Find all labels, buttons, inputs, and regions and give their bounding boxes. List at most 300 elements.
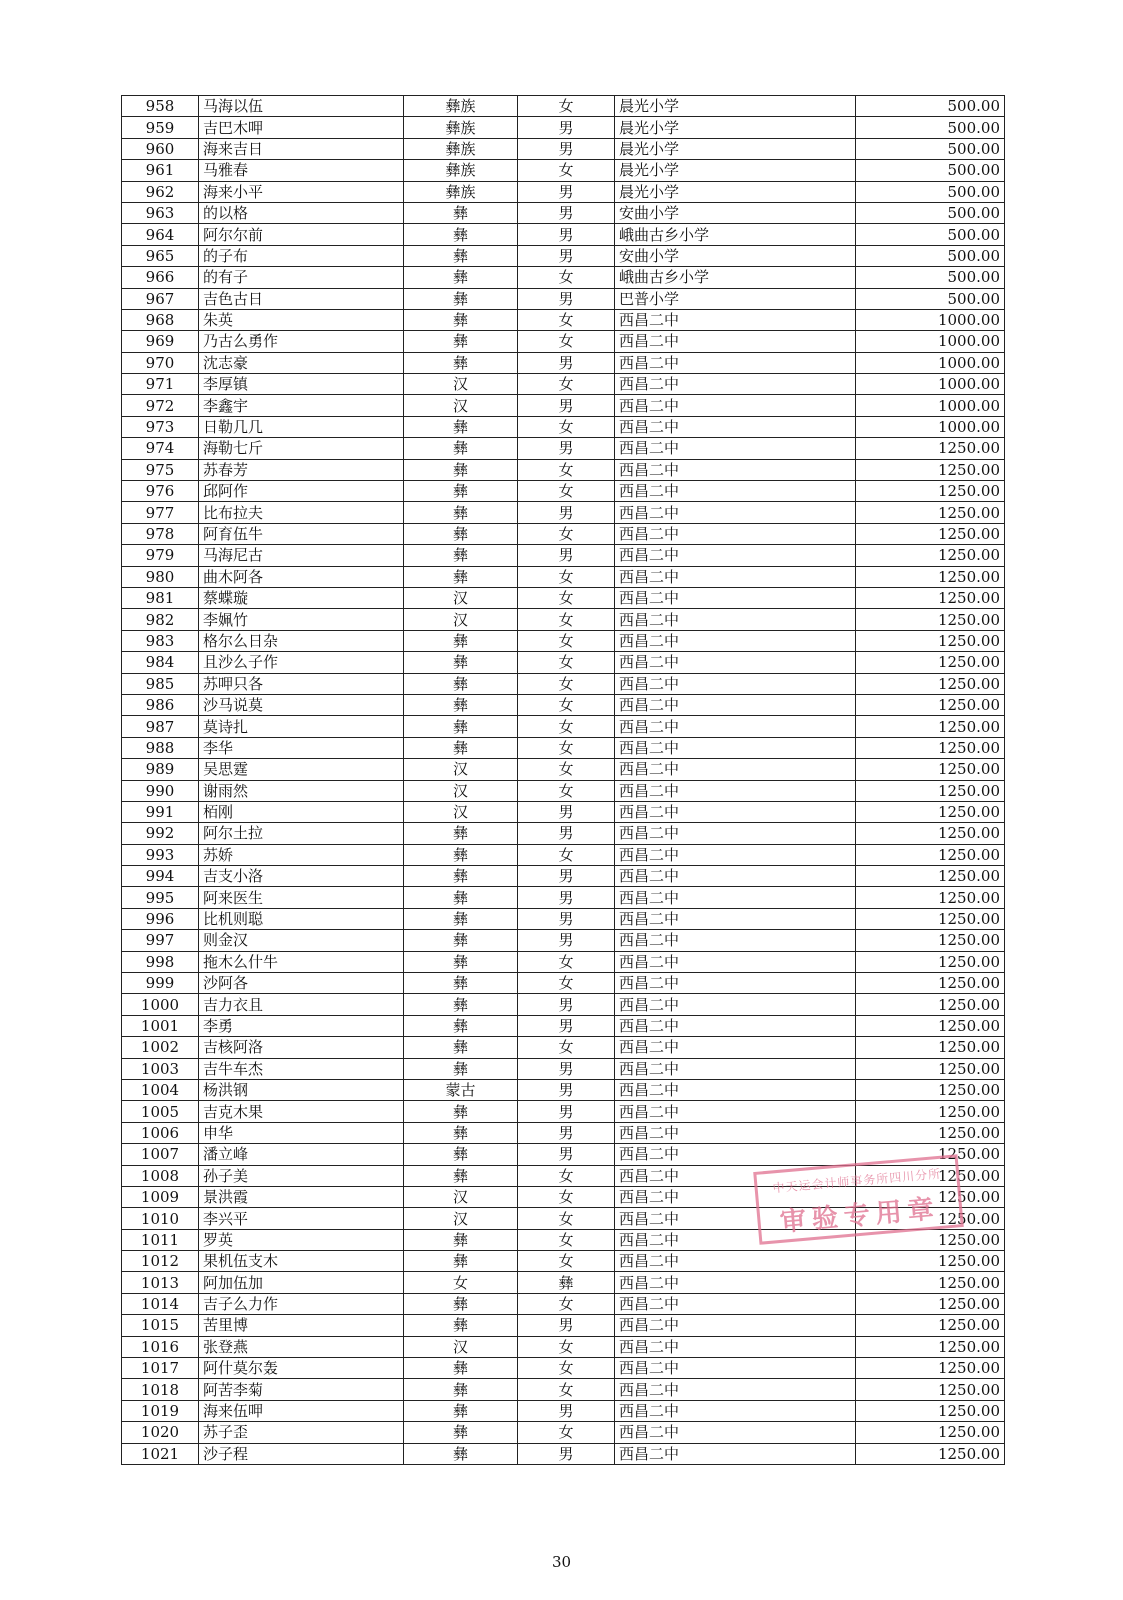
amount-cell: 1250.00 bbox=[856, 1165, 1005, 1186]
amount-cell: 1250.00 bbox=[856, 459, 1005, 480]
row-number-cell: 979 bbox=[122, 545, 199, 566]
row-number-cell: 991 bbox=[122, 801, 199, 822]
gender-cell: 女 bbox=[518, 609, 615, 630]
school-cell: 西昌二中 bbox=[615, 801, 856, 822]
student-name-cell: 栢刚 bbox=[199, 801, 404, 822]
school-cell: 西昌二中 bbox=[615, 1293, 856, 1314]
row-number-cell: 989 bbox=[122, 759, 199, 780]
gender-cell: 女 bbox=[518, 416, 615, 437]
amount-cell: 1250.00 bbox=[856, 694, 1005, 715]
row-number-cell: 1005 bbox=[122, 1101, 199, 1122]
gender-cell: 男 bbox=[518, 1079, 615, 1100]
ethnicity-cell: 彝族 bbox=[404, 96, 518, 117]
ethnicity-cell: 彝 bbox=[404, 1101, 518, 1122]
amount-cell: 1000.00 bbox=[856, 309, 1005, 330]
school-cell: 西昌二中 bbox=[615, 481, 856, 502]
row-number-cell: 964 bbox=[122, 224, 199, 245]
amount-cell: 1250.00 bbox=[856, 652, 1005, 673]
gender-cell: 男 bbox=[518, 502, 615, 523]
school-cell: 西昌二中 bbox=[615, 309, 856, 330]
ethnicity-cell: 彝 bbox=[404, 224, 518, 245]
row-number-cell: 971 bbox=[122, 374, 199, 395]
student-name-cell: 则金汉 bbox=[199, 930, 404, 951]
ethnicity-cell: 彝 bbox=[404, 994, 518, 1015]
student-name-cell: 阿尔土拉 bbox=[199, 823, 404, 844]
school-cell: 西昌二中 bbox=[615, 844, 856, 865]
row-number-cell: 982 bbox=[122, 609, 199, 630]
gender-cell: 女 bbox=[518, 566, 615, 587]
school-cell: 西昌二中 bbox=[615, 887, 856, 908]
school-cell: 西昌二中 bbox=[615, 1229, 856, 1250]
student-name-cell: 李鑫宇 bbox=[199, 395, 404, 416]
ethnicity-cell: 彝 bbox=[404, 737, 518, 758]
row-number-cell: 967 bbox=[122, 288, 199, 309]
student-name-cell: 比布拉夫 bbox=[199, 502, 404, 523]
gender-cell: 女 bbox=[518, 737, 615, 758]
student-name-cell: 谢雨然 bbox=[199, 780, 404, 801]
table-row bbox=[122, 759, 1005, 780]
ethnicity-cell: 彝 bbox=[404, 1422, 518, 1443]
row-number-cell: 1017 bbox=[122, 1358, 199, 1379]
ethnicity-cell: 彝族 bbox=[404, 138, 518, 159]
gender-cell: 女 bbox=[518, 630, 615, 651]
table-row bbox=[122, 823, 1005, 844]
table-row bbox=[122, 908, 1005, 929]
amount-cell: 1250.00 bbox=[856, 801, 1005, 822]
gender-cell: 女 bbox=[518, 160, 615, 181]
amount-cell: 1250.00 bbox=[856, 609, 1005, 630]
table-row bbox=[122, 309, 1005, 330]
gender-cell: 男 bbox=[518, 352, 615, 373]
row-number-cell: 965 bbox=[122, 245, 199, 266]
gender-cell: 女 bbox=[518, 716, 615, 737]
gender-cell: 男 bbox=[518, 908, 615, 929]
table-row bbox=[122, 1251, 1005, 1272]
student-name-cell: 苏子歪 bbox=[199, 1422, 404, 1443]
student-name-cell: 阿苦李菊 bbox=[199, 1379, 404, 1400]
school-cell: 西昌二中 bbox=[615, 523, 856, 544]
amount-cell: 1250.00 bbox=[856, 1358, 1005, 1379]
row-number-cell: 1004 bbox=[122, 1079, 199, 1100]
table-row bbox=[122, 288, 1005, 309]
table-row bbox=[122, 951, 1005, 972]
row-number-cell: 1000 bbox=[122, 994, 199, 1015]
school-cell: 西昌二中 bbox=[615, 630, 856, 651]
row-number-cell: 1006 bbox=[122, 1122, 199, 1143]
ethnicity-cell: 彝 bbox=[404, 694, 518, 715]
ethnicity-cell: 彝族 bbox=[404, 181, 518, 202]
school-cell: 西昌二中 bbox=[615, 566, 856, 587]
table-row bbox=[122, 1422, 1005, 1443]
ethnicity-cell: 彝 bbox=[404, 245, 518, 266]
school-cell: 西昌二中 bbox=[615, 1122, 856, 1143]
table-row bbox=[122, 673, 1005, 694]
row-number-cell: 963 bbox=[122, 202, 199, 223]
student-name-cell: 沈志豪 bbox=[199, 352, 404, 373]
amount-cell: 500.00 bbox=[856, 267, 1005, 288]
gender-cell: 女 bbox=[518, 1293, 615, 1314]
table-row bbox=[122, 459, 1005, 480]
school-cell: 西昌二中 bbox=[615, 609, 856, 630]
table-row bbox=[122, 694, 1005, 715]
amount-cell: 500.00 bbox=[856, 160, 1005, 181]
table-row bbox=[122, 1358, 1005, 1379]
school-cell: 晨光小学 bbox=[615, 160, 856, 181]
table-row bbox=[122, 481, 1005, 502]
row-number-cell: 985 bbox=[122, 673, 199, 694]
amount-cell: 1250.00 bbox=[856, 716, 1005, 737]
school-cell: 晨光小学 bbox=[615, 138, 856, 159]
ethnicity-cell: 彝 bbox=[404, 973, 518, 994]
row-number-cell: 974 bbox=[122, 438, 199, 459]
school-cell: 西昌二中 bbox=[615, 1315, 856, 1336]
student-name-cell: 苏春芳 bbox=[199, 459, 404, 480]
row-number-cell: 1009 bbox=[122, 1186, 199, 1207]
school-cell: 西昌二中 bbox=[615, 1422, 856, 1443]
gender-cell: 女 bbox=[518, 1379, 615, 1400]
student-name-cell: 阿什莫尔轰 bbox=[199, 1358, 404, 1379]
ethnicity-cell: 彝 bbox=[404, 908, 518, 929]
gender-cell: 男 bbox=[518, 438, 615, 459]
row-number-cell: 1015 bbox=[122, 1315, 199, 1336]
row-number-cell: 1007 bbox=[122, 1144, 199, 1165]
student-name-cell: 的子布 bbox=[199, 245, 404, 266]
amount-cell: 1250.00 bbox=[856, 1422, 1005, 1443]
amount-cell: 1000.00 bbox=[856, 352, 1005, 373]
student-name-cell: 吉力衣且 bbox=[199, 994, 404, 1015]
gender-cell: 男 bbox=[518, 866, 615, 887]
student-name-cell: 李姵竹 bbox=[199, 609, 404, 630]
gender-cell: 女 bbox=[518, 459, 615, 480]
school-cell: 西昌二中 bbox=[615, 1101, 856, 1122]
student-name-cell: 吉牛车杰 bbox=[199, 1058, 404, 1079]
amount-cell: 1250.00 bbox=[856, 930, 1005, 951]
ethnicity-cell: 彝 bbox=[404, 1015, 518, 1036]
amount-cell: 1250.00 bbox=[856, 502, 1005, 523]
gender-cell: 男 bbox=[518, 1315, 615, 1336]
school-cell: 安曲小学 bbox=[615, 245, 856, 266]
student-name-cell: 马雅春 bbox=[199, 160, 404, 181]
gender-cell: 女 bbox=[518, 267, 615, 288]
ethnicity-cell: 彝 bbox=[404, 1165, 518, 1186]
row-number-cell: 1021 bbox=[122, 1443, 199, 1464]
student-name-cell: 朱英 bbox=[199, 309, 404, 330]
row-number-cell: 960 bbox=[122, 138, 199, 159]
student-name-cell: 海来伍呷 bbox=[199, 1400, 404, 1421]
row-number-cell: 988 bbox=[122, 737, 199, 758]
ethnicity-cell: 彝 bbox=[404, 1037, 518, 1058]
table-row bbox=[122, 566, 1005, 587]
student-name-cell: 比机则聪 bbox=[199, 908, 404, 929]
ethnicity-cell: 彝 bbox=[404, 844, 518, 865]
school-cell: 西昌二中 bbox=[615, 673, 856, 694]
table-row bbox=[122, 1079, 1005, 1100]
school-cell: 西昌二中 bbox=[615, 823, 856, 844]
ethnicity-cell: 彝 bbox=[404, 545, 518, 566]
ethnicity-cell: 彝 bbox=[404, 352, 518, 373]
row-number-cell: 1020 bbox=[122, 1422, 199, 1443]
amount-cell: 500.00 bbox=[856, 245, 1005, 266]
table-row bbox=[122, 652, 1005, 673]
student-name-cell: 苏娇 bbox=[199, 844, 404, 865]
student-name-cell: 海来小平 bbox=[199, 181, 404, 202]
student-name-cell: 张登燕 bbox=[199, 1336, 404, 1357]
row-number-cell: 999 bbox=[122, 973, 199, 994]
school-cell: 西昌二中 bbox=[615, 1037, 856, 1058]
gender-cell: 女 bbox=[518, 96, 615, 117]
table-row bbox=[122, 1293, 1005, 1314]
ethnicity-cell: 汉 bbox=[404, 1336, 518, 1357]
table-row bbox=[122, 117, 1005, 138]
gender-cell: 女 bbox=[518, 309, 615, 330]
ethnicity-cell: 彝 bbox=[404, 288, 518, 309]
gender-cell: 彝 bbox=[518, 1272, 615, 1293]
school-cell: 西昌二中 bbox=[615, 994, 856, 1015]
school-cell: 晨光小学 bbox=[615, 181, 856, 202]
amount-cell: 1250.00 bbox=[856, 523, 1005, 544]
amount-cell: 1250.00 bbox=[856, 1229, 1005, 1250]
gender-cell: 男 bbox=[518, 395, 615, 416]
student-name-cell: 苦里博 bbox=[199, 1315, 404, 1336]
amount-cell: 1250.00 bbox=[856, 780, 1005, 801]
table-row bbox=[122, 1122, 1005, 1143]
student-name-cell: 吉支小洛 bbox=[199, 866, 404, 887]
table-row bbox=[122, 1400, 1005, 1421]
gender-cell: 女 bbox=[518, 951, 615, 972]
ethnicity-cell: 彝 bbox=[404, 866, 518, 887]
gender-cell: 女 bbox=[518, 780, 615, 801]
table-row bbox=[122, 1037, 1005, 1058]
school-cell: 西昌二中 bbox=[615, 737, 856, 758]
row-number-cell: 983 bbox=[122, 630, 199, 651]
amount-cell: 500.00 bbox=[856, 138, 1005, 159]
gender-cell: 男 bbox=[518, 994, 615, 1015]
ethnicity-cell: 彝 bbox=[404, 1058, 518, 1079]
table-row bbox=[122, 716, 1005, 737]
amount-cell: 1250.00 bbox=[856, 1101, 1005, 1122]
ethnicity-cell: 彝 bbox=[404, 481, 518, 502]
school-cell: 西昌二中 bbox=[615, 694, 856, 715]
table-row bbox=[122, 1058, 1005, 1079]
ethnicity-cell: 汉 bbox=[404, 759, 518, 780]
ethnicity-cell: 彝 bbox=[404, 1144, 518, 1165]
gender-cell: 女 bbox=[518, 1251, 615, 1272]
student-name-cell: 日勒几几 bbox=[199, 416, 404, 437]
table-body bbox=[122, 96, 1005, 1465]
student-name-cell: 的有子 bbox=[199, 267, 404, 288]
school-cell: 晨光小学 bbox=[615, 96, 856, 117]
gender-cell: 女 bbox=[518, 374, 615, 395]
student-name-cell: 罗英 bbox=[199, 1229, 404, 1250]
student-name-cell: 吉克木果 bbox=[199, 1101, 404, 1122]
row-number-cell: 996 bbox=[122, 908, 199, 929]
row-number-cell: 962 bbox=[122, 181, 199, 202]
amount-cell: 1000.00 bbox=[856, 395, 1005, 416]
gender-cell: 男 bbox=[518, 1443, 615, 1464]
table-row bbox=[122, 502, 1005, 523]
ethnicity-cell: 彝 bbox=[404, 1229, 518, 1250]
table-row bbox=[122, 160, 1005, 181]
school-cell: 西昌二中 bbox=[615, 1079, 856, 1100]
ethnicity-cell: 彝 bbox=[404, 951, 518, 972]
row-number-cell: 966 bbox=[122, 267, 199, 288]
row-number-cell: 1002 bbox=[122, 1037, 199, 1058]
school-cell: 西昌二中 bbox=[615, 502, 856, 523]
amount-cell: 500.00 bbox=[856, 96, 1005, 117]
school-cell: 西昌二中 bbox=[615, 587, 856, 608]
gender-cell: 女 bbox=[518, 1336, 615, 1357]
gender-cell: 女 bbox=[518, 844, 615, 865]
amount-cell: 1250.00 bbox=[856, 1186, 1005, 1207]
gender-cell: 男 bbox=[518, 1144, 615, 1165]
table-row bbox=[122, 1272, 1005, 1293]
row-number-cell: 992 bbox=[122, 823, 199, 844]
school-cell: 巴普小学 bbox=[615, 288, 856, 309]
gender-cell: 女 bbox=[518, 1229, 615, 1250]
gender-cell: 女 bbox=[518, 523, 615, 544]
student-name-cell: 邱阿作 bbox=[199, 481, 404, 502]
amount-cell: 1250.00 bbox=[856, 1336, 1005, 1357]
gender-cell: 男 bbox=[518, 801, 615, 822]
school-cell: 晨光小学 bbox=[615, 117, 856, 138]
student-name-cell: 格尔么日杂 bbox=[199, 630, 404, 651]
row-number-cell: 973 bbox=[122, 416, 199, 437]
school-cell: 西昌二中 bbox=[615, 1165, 856, 1186]
amount-cell: 1250.00 bbox=[856, 1058, 1005, 1079]
amount-cell: 1250.00 bbox=[856, 759, 1005, 780]
ethnicity-cell: 彝 bbox=[404, 673, 518, 694]
amount-cell: 1250.00 bbox=[856, 1272, 1005, 1293]
table-row bbox=[122, 1101, 1005, 1122]
student-name-cell: 马海以伍 bbox=[199, 96, 404, 117]
school-cell: 西昌二中 bbox=[615, 866, 856, 887]
row-number-cell: 1016 bbox=[122, 1336, 199, 1357]
row-number-cell: 1018 bbox=[122, 1379, 199, 1400]
gender-cell: 男 bbox=[518, 245, 615, 266]
student-name-cell: 吉巴木呷 bbox=[199, 117, 404, 138]
subsidy-roster-table bbox=[121, 95, 1005, 1465]
ethnicity-cell: 彝 bbox=[404, 438, 518, 459]
amount-cell: 1250.00 bbox=[856, 1315, 1005, 1336]
ethnicity-cell: 蒙古 bbox=[404, 1079, 518, 1100]
amount-cell: 500.00 bbox=[856, 288, 1005, 309]
ethnicity-cell: 彝 bbox=[404, 1315, 518, 1336]
row-number-cell: 1011 bbox=[122, 1229, 199, 1250]
row-number-cell: 994 bbox=[122, 866, 199, 887]
amount-cell: 500.00 bbox=[856, 224, 1005, 245]
student-name-cell: 沙阿各 bbox=[199, 973, 404, 994]
amount-cell: 1250.00 bbox=[856, 673, 1005, 694]
ethnicity-cell: 汉 bbox=[404, 780, 518, 801]
table-row bbox=[122, 438, 1005, 459]
table-row bbox=[122, 1379, 1005, 1400]
seal-top-text: 中天运会计师事务所四川分所 bbox=[772, 1166, 942, 1196]
table-row bbox=[122, 1336, 1005, 1357]
student-name-cell: 海来吉日 bbox=[199, 138, 404, 159]
table-row bbox=[122, 202, 1005, 223]
table-row bbox=[122, 267, 1005, 288]
gender-cell: 男 bbox=[518, 1058, 615, 1079]
row-number-cell: 975 bbox=[122, 459, 199, 480]
table-row bbox=[122, 395, 1005, 416]
school-cell: 西昌二中 bbox=[615, 1058, 856, 1079]
ethnicity-cell: 彝 bbox=[404, 1293, 518, 1314]
ethnicity-cell: 彝 bbox=[404, 930, 518, 951]
student-name-cell: 沙马说莫 bbox=[199, 694, 404, 715]
amount-cell: 1250.00 bbox=[856, 566, 1005, 587]
gender-cell: 女 bbox=[518, 587, 615, 608]
amount-cell: 500.00 bbox=[856, 202, 1005, 223]
amount-cell: 1250.00 bbox=[856, 844, 1005, 865]
amount-cell: 1250.00 bbox=[856, 1443, 1005, 1464]
row-number-cell: 969 bbox=[122, 331, 199, 352]
gender-cell: 女 bbox=[518, 973, 615, 994]
ethnicity-cell: 汉 bbox=[404, 374, 518, 395]
ethnicity-cell: 彝 bbox=[404, 1400, 518, 1421]
student-name-cell: 李勇 bbox=[199, 1015, 404, 1036]
gender-cell: 女 bbox=[518, 331, 615, 352]
row-number-cell: 1010 bbox=[122, 1208, 199, 1229]
gender-cell: 男 bbox=[518, 930, 615, 951]
gender-cell: 女 bbox=[518, 759, 615, 780]
gender-cell: 男 bbox=[518, 181, 615, 202]
student-name-cell: 潘立峰 bbox=[199, 1144, 404, 1165]
ethnicity-cell: 汉 bbox=[404, 587, 518, 608]
amount-cell: 1250.00 bbox=[856, 481, 1005, 502]
ethnicity-cell: 彝 bbox=[404, 267, 518, 288]
gender-cell: 男 bbox=[518, 1400, 615, 1421]
student-name-cell: 孙子美 bbox=[199, 1165, 404, 1186]
school-cell: 西昌二中 bbox=[615, 1144, 856, 1165]
gender-cell: 女 bbox=[518, 652, 615, 673]
row-number-cell: 959 bbox=[122, 117, 199, 138]
table-row bbox=[122, 780, 1005, 801]
table-row bbox=[122, 609, 1005, 630]
school-cell: 西昌二中 bbox=[615, 438, 856, 459]
table-row bbox=[122, 331, 1005, 352]
student-name-cell: 苏呷只各 bbox=[199, 673, 404, 694]
student-name-cell: 李华 bbox=[199, 737, 404, 758]
gender-cell: 男 bbox=[518, 545, 615, 566]
gender-cell: 女 bbox=[518, 481, 615, 502]
row-number-cell: 998 bbox=[122, 951, 199, 972]
row-number-cell: 961 bbox=[122, 160, 199, 181]
amount-cell: 1250.00 bbox=[856, 1208, 1005, 1229]
ethnicity-cell: 彝族 bbox=[404, 117, 518, 138]
student-name-cell: 阿育伍牛 bbox=[199, 523, 404, 544]
school-cell: 西昌二中 bbox=[615, 416, 856, 437]
ethnicity-cell: 彝 bbox=[404, 309, 518, 330]
school-cell: 西昌二中 bbox=[615, 759, 856, 780]
table-row bbox=[122, 138, 1005, 159]
school-cell: 西昌二中 bbox=[615, 331, 856, 352]
amount-cell: 1250.00 bbox=[856, 887, 1005, 908]
table-row bbox=[122, 96, 1005, 117]
row-number-cell: 995 bbox=[122, 887, 199, 908]
row-number-cell: 986 bbox=[122, 694, 199, 715]
row-number-cell: 1013 bbox=[122, 1272, 199, 1293]
amount-cell: 1250.00 bbox=[856, 973, 1005, 994]
student-name-cell: 阿尔尔前 bbox=[199, 224, 404, 245]
ethnicity-cell: 彝 bbox=[404, 1379, 518, 1400]
student-name-cell: 海勒七斤 bbox=[199, 438, 404, 459]
row-number-cell: 984 bbox=[122, 652, 199, 673]
amount-cell: 1250.00 bbox=[856, 1400, 1005, 1421]
ethnicity-cell: 彝 bbox=[404, 823, 518, 844]
school-cell: 西昌二中 bbox=[615, 951, 856, 972]
amount-cell: 1250.00 bbox=[856, 1079, 1005, 1100]
school-cell: 西昌二中 bbox=[615, 1272, 856, 1293]
